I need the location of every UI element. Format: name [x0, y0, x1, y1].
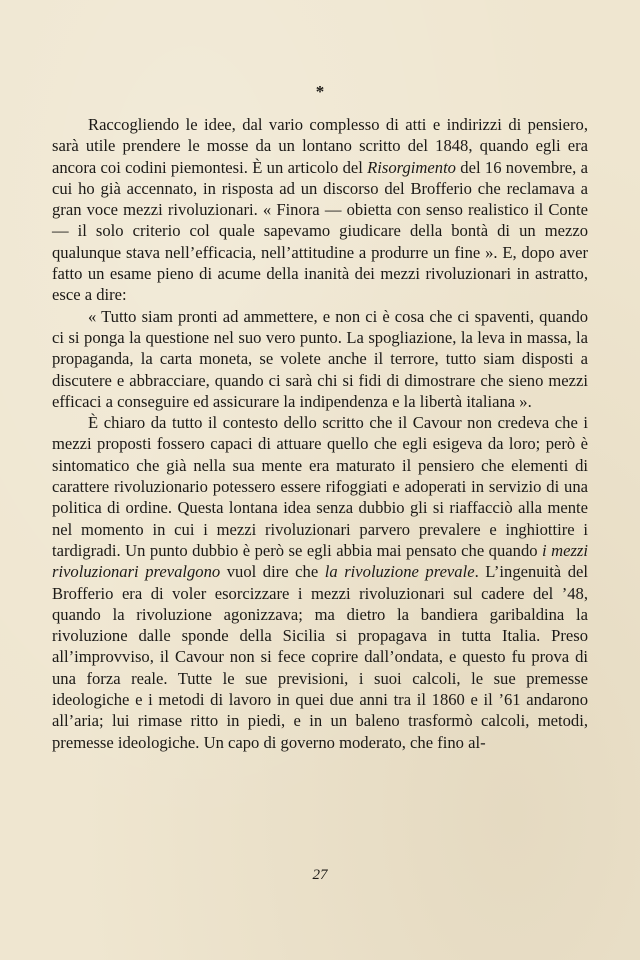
- section-ornament: *: [315, 82, 325, 101]
- paragraph-3-segment-1: È chiaro da tutto il contesto dello scritto che il Cavour non credeva che i mezzi proposti fossero capaci di attuare quello che egli esigeva da loro; però è sintomatico che già nella sua mente era maturato il pensiero che elementi di carattere rivoluzionario potessero essere rifoggiati e adoperati in servizio di una politica di ordine. Questa lontana idea senza dubbio gli si riaffacciò alla mente nel momento in cui i mezzi rivoluzionari parvero prevalere e inghiottire i tardigradi. Un punto dubbio è però se egli abbia mai pensato che quando: [52, 413, 588, 560]
- paragraph-1: [52, 114, 588, 306]
- paragraph-3-segment-2: i mezzi rivoluzionari prevalgono: [52, 540, 588, 582]
- paragraph-1-segment-1: Raccogliendo le idee, dal vario complesso di atti e indirizzi di pensiero, sarà utile prendere le mosse da un lontano scritto del 1848, quando egli era ancora coi codini piemontesi. È un articolo del: [52, 115, 588, 177]
- paragraph-2-segment-1: « Tutto siam pronti ad ammettere, e non ci è cosa che ci spaventi, quando ci si ponga la questione nel suo vero punto. La spogliazione, la leva in massa, la propaganda, la carta moneta, se volete anche il terrore, tutto siam disposti a discutere e abbracciare, quando ci sarà chi si fidi di dimostrare che sieno mezzi efficaci a conseguire ed assicurare la indipendenza e la libertà italiana ».: [52, 306, 588, 411]
- paragraph-1-segment-2: Risorgimento: [367, 157, 456, 177]
- body-text: [52, 114, 588, 753]
- paragraph-3-segment-5: . L’ingenuità del Brofferio era di voler esorcizzare i mezzi rivoluzionari sul cadere del ’48, quando la rivoluzione agonizzava; ma dietro la bandiera garibaldina la rivoluzione dalle sponde della Sicilia si propagava in tutta Italia. Preso all’improvviso, il Cavour non si fece coprire dall’ondata, e questo fu prova di una forza reale. Tutte le sue previsioni, i suoi calcoli, le sue premesse ideologiche e i metodi di lavoro in quei due anni tra il 1860 e il ’61 andarono all’aria; lui rimase ritto in piedi, e in un baleno trasformò calcoli, metodi, premesse ideologiche. Un capo di governo moderato, che fino al-: [52, 562, 588, 752]
- paragraph-3-segment-3: vuol dire che: [220, 562, 325, 582]
- paragraph-3: [52, 412, 588, 753]
- paragraph-1-segment-3: del 16 novembre, a cui ho già accennato, in risposta ad un discorso del Brofferio che reclamava a gran voce mezzi rivoluzionari. « Finora — obietta con senso realistico il Conte — il solo criterio col quale sapevamo giudicare della bontà di un mezzo qualunque stava nell’efficacia, nell’attitudine a produrre un fine ». E, dopo aver fatto un esame pieno di acume della inanità dei mezzi rivoluzionari in astratto, esce a dire:: [52, 157, 588, 305]
- paragraph-2-quotation: [52, 306, 588, 412]
- page-number: 27: [312, 867, 328, 883]
- paragraph-3-segment-4: la rivoluzione prevale: [324, 562, 475, 582]
